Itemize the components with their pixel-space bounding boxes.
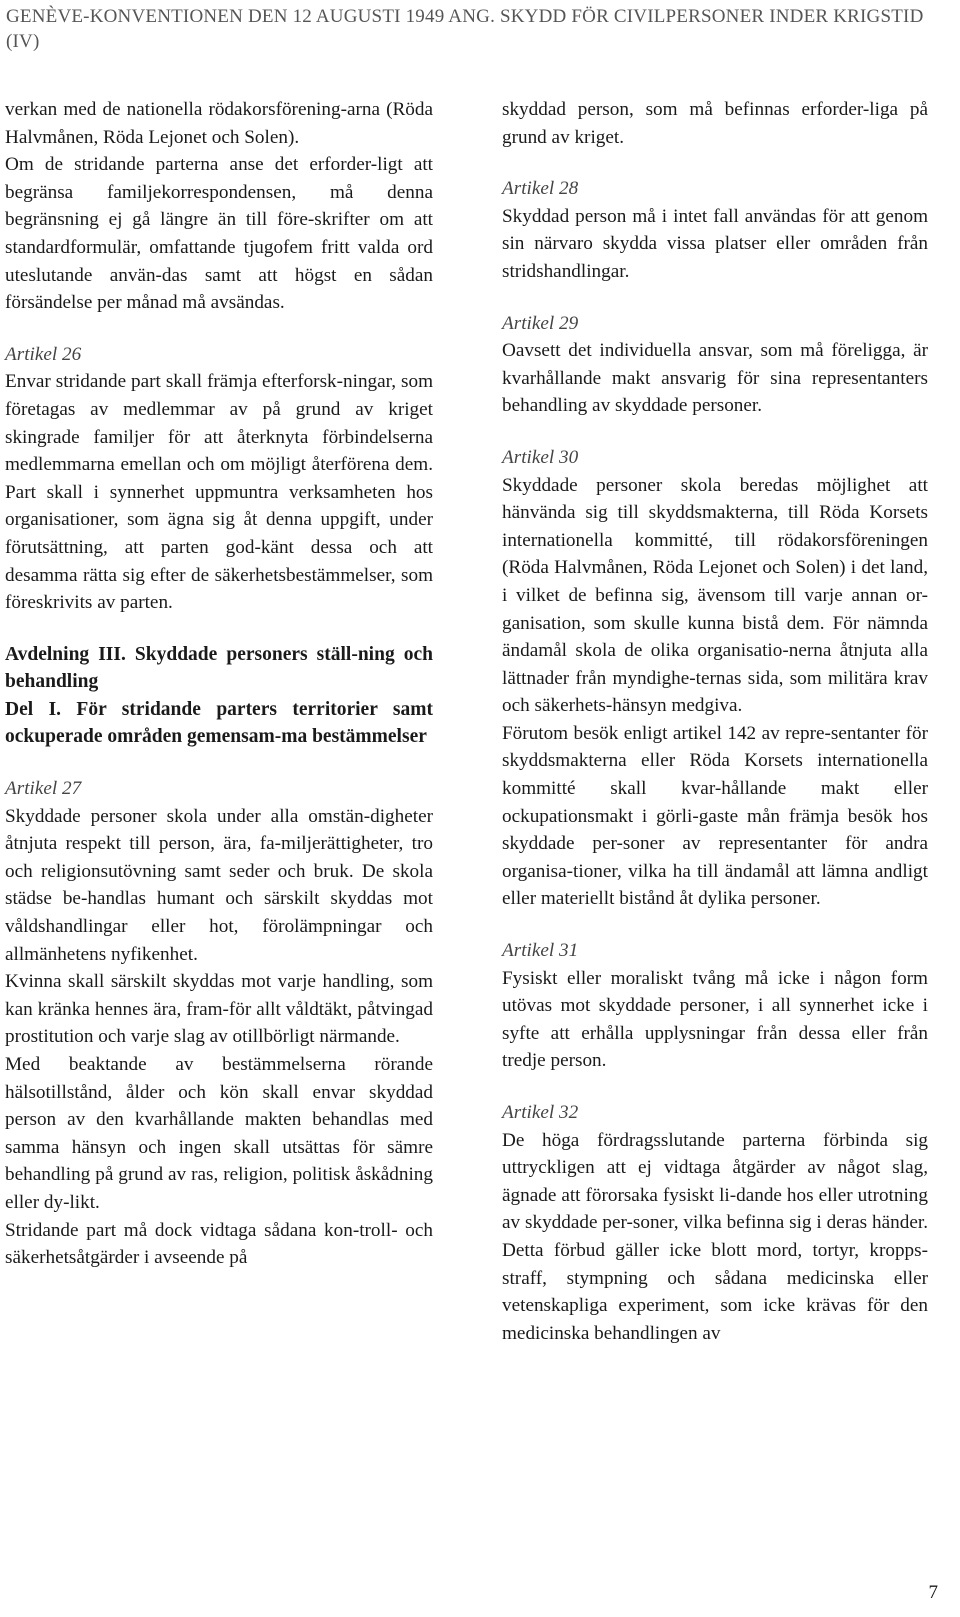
article-heading-30: Artikel 30 bbox=[502, 446, 579, 468]
running-header: GENÈVE-KONVENTIONEN DEN 12 AUGUSTI 1949 ANG. SKYDD FÖR CIVILPERSONER INDER KRIGSTID (IV) bbox=[6, 6, 924, 52]
article-heading-27: Artikel 27 bbox=[5, 778, 82, 800]
article-27-paragraph-1: Skyddade personer skola under alla omstän-digheter åtnjuta respekt till person, ära, fa-miljerättigheter, tro och religionsutövning samt seder och bruk. De skola städse be-handlas humant och särskilt skyddas mot våldshandlingar eller hot, förolämpningar och allmänhetens nyfikenhet. bbox=[5, 805, 433, 965]
section-heading-avdelning-iii: Avdelning III. Skyddade personers ställ-ning och behandling bbox=[5, 643, 433, 693]
article-26-text: Envar stridande part skall främja efterforsk-ningar, som företagas av medlemmar av på grund av kriget skingrade familjer för att återknyta förbindelserna medlemmarna emellan och om möjligt återförena dem. Part skall i synnerhet uppmuntra verksamheten hos organisationer, som ägna sig åt denna uppgift, under förutsättning, att parten god-känt dessa och att desamma rätta sig efter de säkerhetsbestämmelser, som föreskrivits av parten. bbox=[5, 371, 433, 614]
paragraph: skyddad person, som må befinnas erforder-liga på grund av kriget. bbox=[502, 99, 928, 148]
paragraph: verkan med de nationella rödakorsförening-arna (Röda Halvmånen, Röda Lejonet och Solen). bbox=[5, 99, 433, 148]
article-heading-32: Artikel 32 bbox=[502, 1102, 579, 1123]
article-heading-28: Artikel 28 bbox=[502, 178, 579, 200]
article-31-text: Fysiskt eller moraliskt tvång må icke i någon form utövas mot skyddade personer, i all synnerhet icke i syfte att erhålla upplysningar från dessa eller från tredje person. bbox=[502, 967, 928, 1072]
article-27-paragraph-2: Kvinna skall särskilt skyddas mot varje handling, som kan kränka hennes ära, fram-för allt våldtäkt, påtvingad prostitution och varje slag av otillbörligt närmande. bbox=[5, 971, 433, 1048]
section-heading-del-i: Del I. För stridande parters territorier samt ockuperade områden gemensam-ma bestämmelser bbox=[5, 698, 433, 748]
left-column bbox=[5, 96, 433, 1272]
article-32-text: De höga fördragsslutande parterna förbinda sig uttryckligen att ej vidtaga åtgärder av något slag, ägnade att förorsaka fysiskt li-dande hos eller utrotning av skyddade per-soner, vilka befinna sig i deras händer. Detta förbud gäller icke blott mord, tortyr, kropps-straff, stympning och sådana medicinska eller vetenskapliga experiment, som icke krävas för den medicinska behandlingen av bbox=[502, 1129, 928, 1344]
article-29-text: Oavsett det individuella ansvar, som må föreligga, är kvarhållande makt ansvarig för sina representanters behandling av skyddade personer. bbox=[502, 340, 928, 417]
page-number: 7 bbox=[928, 1582, 938, 1603]
article-30-paragraph-1: Skyddade personer skola beredas möjlighet att hänvända sig till skyddsmakterna, till Röda Korsets internationella kommitté, till rödakorsföreningen (Röda Halvmånen, Röda Lejonet och Solen) i det land, i vilket de befinna sig, ävensom till varje annan or-ganisation, som skulle kunna bistå dem. För nämnda ändamål skola de olika organisatio-nerna åtnjuta alla lättnader från myndighe-ternas sida, som militära krav och säkerhets-hänsyn medgiva. bbox=[502, 474, 928, 717]
right-column bbox=[502, 96, 928, 1347]
paragraph: Om de stridande parterna anse det erforder-ligt att begränsa familjekorrespondensen, må denna begränsning ej gå längre än till före-skrifter om att standardformulär, omfattande tjugofem fritt valda ord uteslutande använ-das samt att högst en sådan försändelse per månad må avsändas. bbox=[5, 154, 433, 314]
article-heading-31: Artikel 31 bbox=[502, 940, 579, 962]
article-27-paragraph-4: Stridande part må dock vidtaga sådana kon-troll- och säkerhetsåtgärder i avseende på bbox=[5, 1219, 433, 1269]
article-heading-29: Artikel 29 bbox=[502, 312, 579, 334]
article-30-paragraph-2: Förutom besök enligt artikel 142 av repre-sentanter för skyddsmakterna eller Röda Korsets internationella kommitté skall kvar-hållande makt eller ockupationsmakt i görli-gaste mån främja besök hos skyddade per-soner av representanter för andra organisa-tioner, vilka ha till ändamål att lämna andligt eller materiellt bistånd åt dylika personer. bbox=[502, 722, 928, 910]
article-28-text: Skyddad person må i intet fall användas för att genom sin närvaro skydda vissa platser eller områden från stridshandlingar. bbox=[502, 205, 928, 282]
article-heading-26: Artikel 26 bbox=[5, 343, 82, 365]
article-27-paragraph-3: Med beaktande av bestämmelserna rörande hälsotillstånd, ålder och kön skall envar skyddad person av den kvarhållande makten behandlas med samma hänsyn och ingen skall utsättas för sämre behandling på grund av ras, religion, politisk åskådning eller dy-likt. bbox=[5, 1054, 433, 1213]
